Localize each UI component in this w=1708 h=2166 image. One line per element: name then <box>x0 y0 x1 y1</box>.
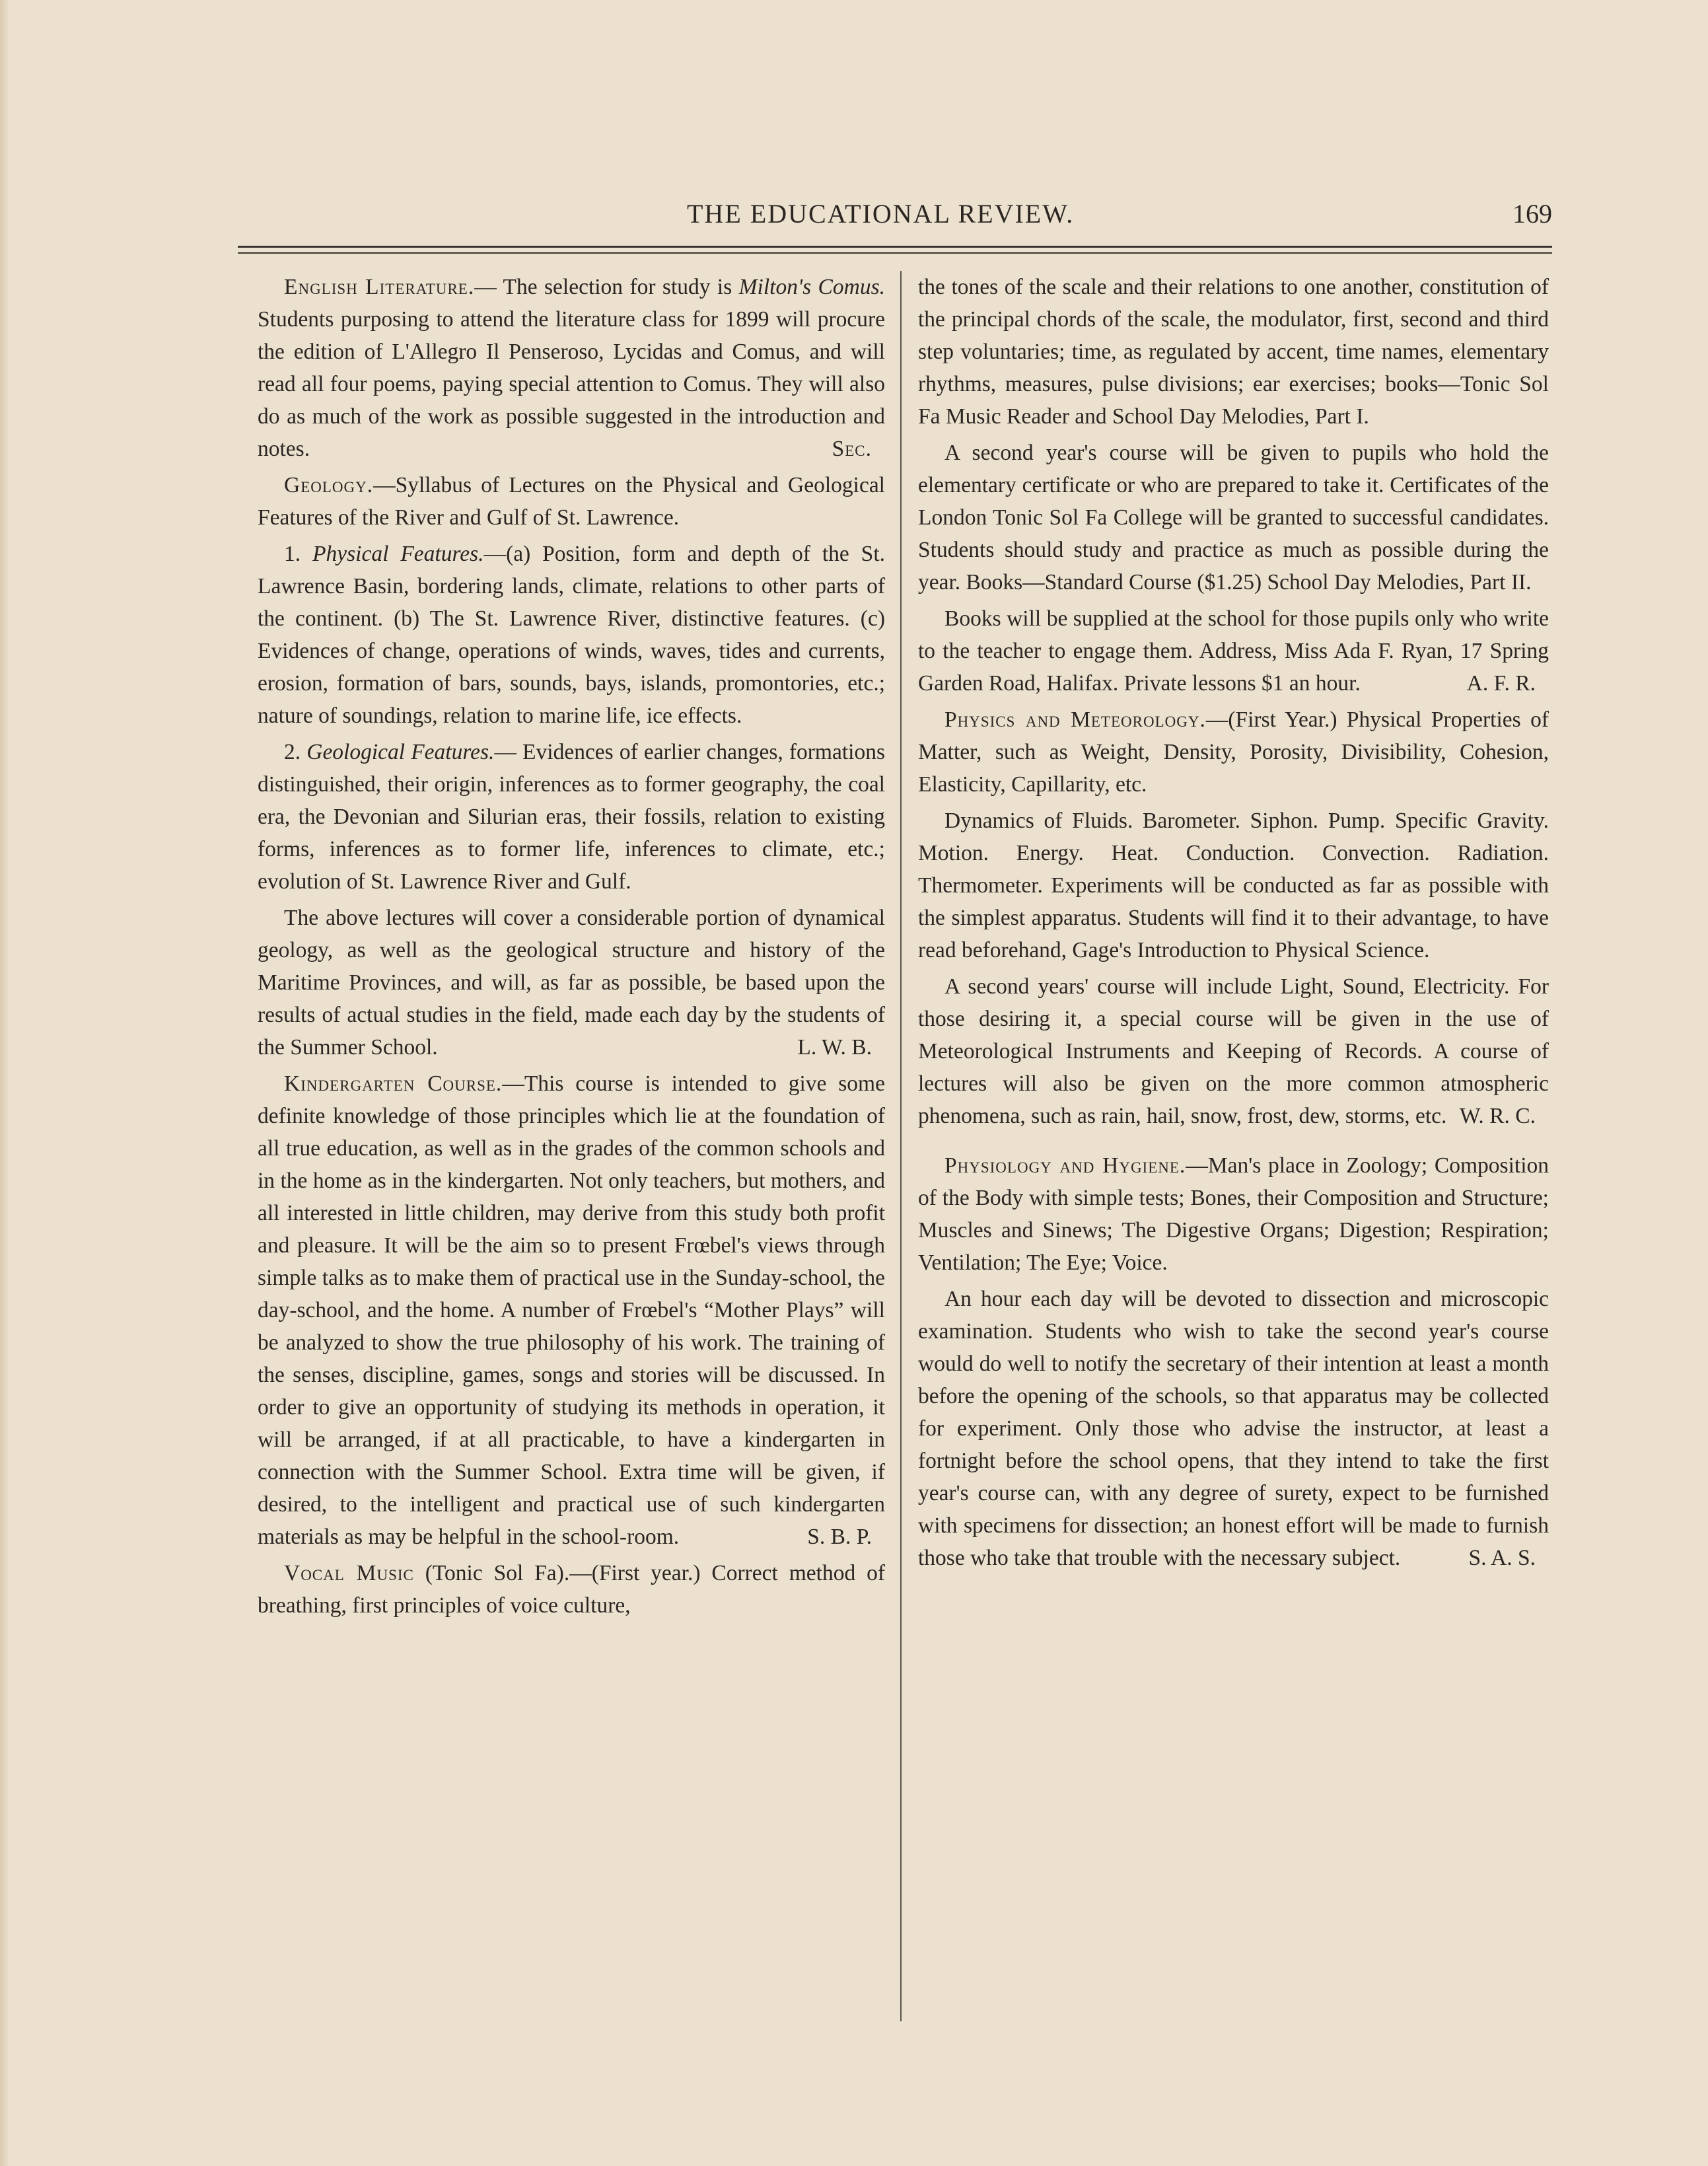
vocal-music-section: Vocal Music (Tonic Sol Fa).—(First year.) Correct method of breathing, first principles of voice culture, <box>258 1561 885 1618</box>
signature: S. B. P. <box>807 1525 872 1549</box>
column-divider <box>900 271 902 2021</box>
right-column <box>918 271 1549 1578</box>
journal-title: THE EDUCATIONAL REVIEW. <box>687 199 1075 229</box>
section-heading: English Literature. <box>284 275 475 299</box>
kindergarten-section: Kindergarten Course.—This course is intended to give some definite knowledge of those principles which lie at the foundation of all true education, as well as in the grades of the common schools and in the home as in the kindergarten. Not only teachers, but mothers, and all interested in little children, may derive from this study both profit and pleasure. It will be the aim so to present Frœbel's views through simple talks as to make them of practical use in the Sunday-school, the day-school, and the home. A number of Frœbel's “Mother Plays” will be analyzed to show the true philosophy of his work. The training of the senses, discipline, games, songs and stories will be discussed. In order to give an opportunity of studying its methods in operation, it will be arranged, if at all practicable, to have a kindergarten in connection with the Summer School. Extra time will be given, if desired, to the intelligent and practical use of such kindergarten materials as may be helpful in the school-room. S. B. P. <box>258 1067 885 1553</box>
signature: Sec. <box>832 437 872 461</box>
running-header <box>238 198 1552 244</box>
left-column <box>258 271 885 1626</box>
section-heading: Geology. <box>284 473 374 497</box>
page-number: 169 <box>1512 199 1552 229</box>
header-rule-thin <box>238 252 1552 254</box>
page-edge <box>0 0 9 2166</box>
english-literature-section: English Literature.— The selection for study is Milton's Comus. Students purposing to attend the literature class for 1899 will procure the edition of L'Allegro Il Penseroso, Lycidas and Comus, and will read all four poems, paying special attention to Comus. They will also do as much of the work as possible suggested in the introduction and notes. Sec. <box>258 271 885 465</box>
physics-second-year: A second years' course will include Light, Sound, Electricity. For those desiring it, a special course will be given in the use of Meteorological Instruments and Keeping of Records. A course of lectures will also be given on the more common atmospheric phenomena, such as rain, hail, snow, frost, dew, storms, etc. W. R. C. <box>918 970 1549 1132</box>
physics-section: Physics and Meteorology.—(First Year.) Physical Properties of Matter, such as Weight, Density, Porosity, Divisibility, Cohesion, Elasticity, Capillarity, etc. <box>918 707 1549 797</box>
italic-title: Milton's Comus. <box>738 275 885 299</box>
section-heading: Physics and Meteorology. <box>944 707 1206 732</box>
physiology-section: Physiology and Hygiene.—Man's place in Zoology; Composition of the Body with simple tests; Bones, their Composition and Structure; Muscles and Sinews; The Digestive Organs; Digestion; Respiration; Ventilation; The Eye; Voice. <box>918 1153 1549 1275</box>
signature: L. W. B. <box>797 1035 872 1060</box>
geology-section: Geology.—Syllabus of Lectures on the Physical and Geological Features of the River and Gulf of St. Lawrence. <box>258 473 885 530</box>
signature: W. R. C. <box>1459 1104 1536 1128</box>
section-heading: Vocal Music <box>284 1561 414 1585</box>
signature: S. A. S. <box>1468 1546 1536 1570</box>
physics-dynamics: Dynamics of Fluids. Barometer. Siphon. Pump. Specific Gravity. Motion. Energy. Heat. Conduction. Convection. Radiation. Thermometer. Experiments will be conducted as far as possible with the simplest apparatus. Students will find it to their advantage, to have read beforehand, Gage's Introduction to Physical Science. <box>918 809 1549 962</box>
vocal-music-second-year: A second year's course will be given to pupils who hold the elementary certificate or who are prepared to take it. Certificates of the London Tonic Sol Fa College will be granted to successful candidates. Students should study and practice as much as possible during the year. Books—Standard Course ($1.25) School Day Melodies, Part II. <box>918 441 1549 595</box>
signature: A. F. R. <box>1466 671 1536 696</box>
physiology-dissection: An hour each day will be devoted to dissection and microscopic examination. Students who wish to take the second year's course would do well to notify the secretary of their intention at least a month before the opening of the schools, so that apparatus may be collected for experiment. Only those who advise the instructor, at least a fortnight before the school opens, that they intend to take the first year's course can, with any degree of surety, expect to be furnished with specimens for dissection; an honest effort will be made to furnish those who take that trouble with the necessary subject. S. A. S. <box>918 1283 1549 1574</box>
vocal-music-books: Books will be supplied at the school for those pupils only who write to the teacher to engage them. Address, Miss Ada F. Ryan, 17 Spring Garden Road, Halifax. Private lessons $1 an hour. A. F. R. <box>918 602 1549 700</box>
geology-item-1: 1. Physical Features.—(a) Position, form and depth of the St. Lawrence Basin, bordering lands, climate, relations to other parts of the continent. (b) The St. Lawrence River, distinctive features. (c) Evidences of change, operations of winds, waves, tides and currents, erosion, formation of bars, sounds, bays, islands, promontories, etc.; nature of soundings, relation to marine life, ice effects. <box>258 542 885 728</box>
geology-summary: The above lectures will cover a considerable portion of dynamical geology, as well as the geological structure and history of the Maritime Provinces, and will, as far as possible, be based upon the results of actual studies in the field, made each day by the students of the Summer School. L. W. B. <box>258 902 885 1064</box>
section-heading: Physiology and Hygiene. <box>944 1153 1186 1178</box>
vocal-music-continued: the tones of the scale and their relations to one another, constitution of the principal chords of the scale, the modulator, first, second and third step voluntaries; time, as regulated by accent, time names, elementary rhythms, measures, pulse divisions; ear exercises; books—Tonic Sol Fa Music Reader and School Day Melodies, Part I. <box>918 275 1549 429</box>
section-heading: Kindergarten Course. <box>284 1071 503 1096</box>
geology-item-2: 2. Geological Features.— Evidences of earlier changes, formations distinguished, their origin, inferences as to former geography, the coal era, the Devonian and Silurian eras, their fossils, relation to existing forms, inferences as to former life, inferences to climate, etc.; evolution of St. Lawrence River and Gulf. <box>258 740 886 894</box>
header-rule <box>238 246 1552 248</box>
